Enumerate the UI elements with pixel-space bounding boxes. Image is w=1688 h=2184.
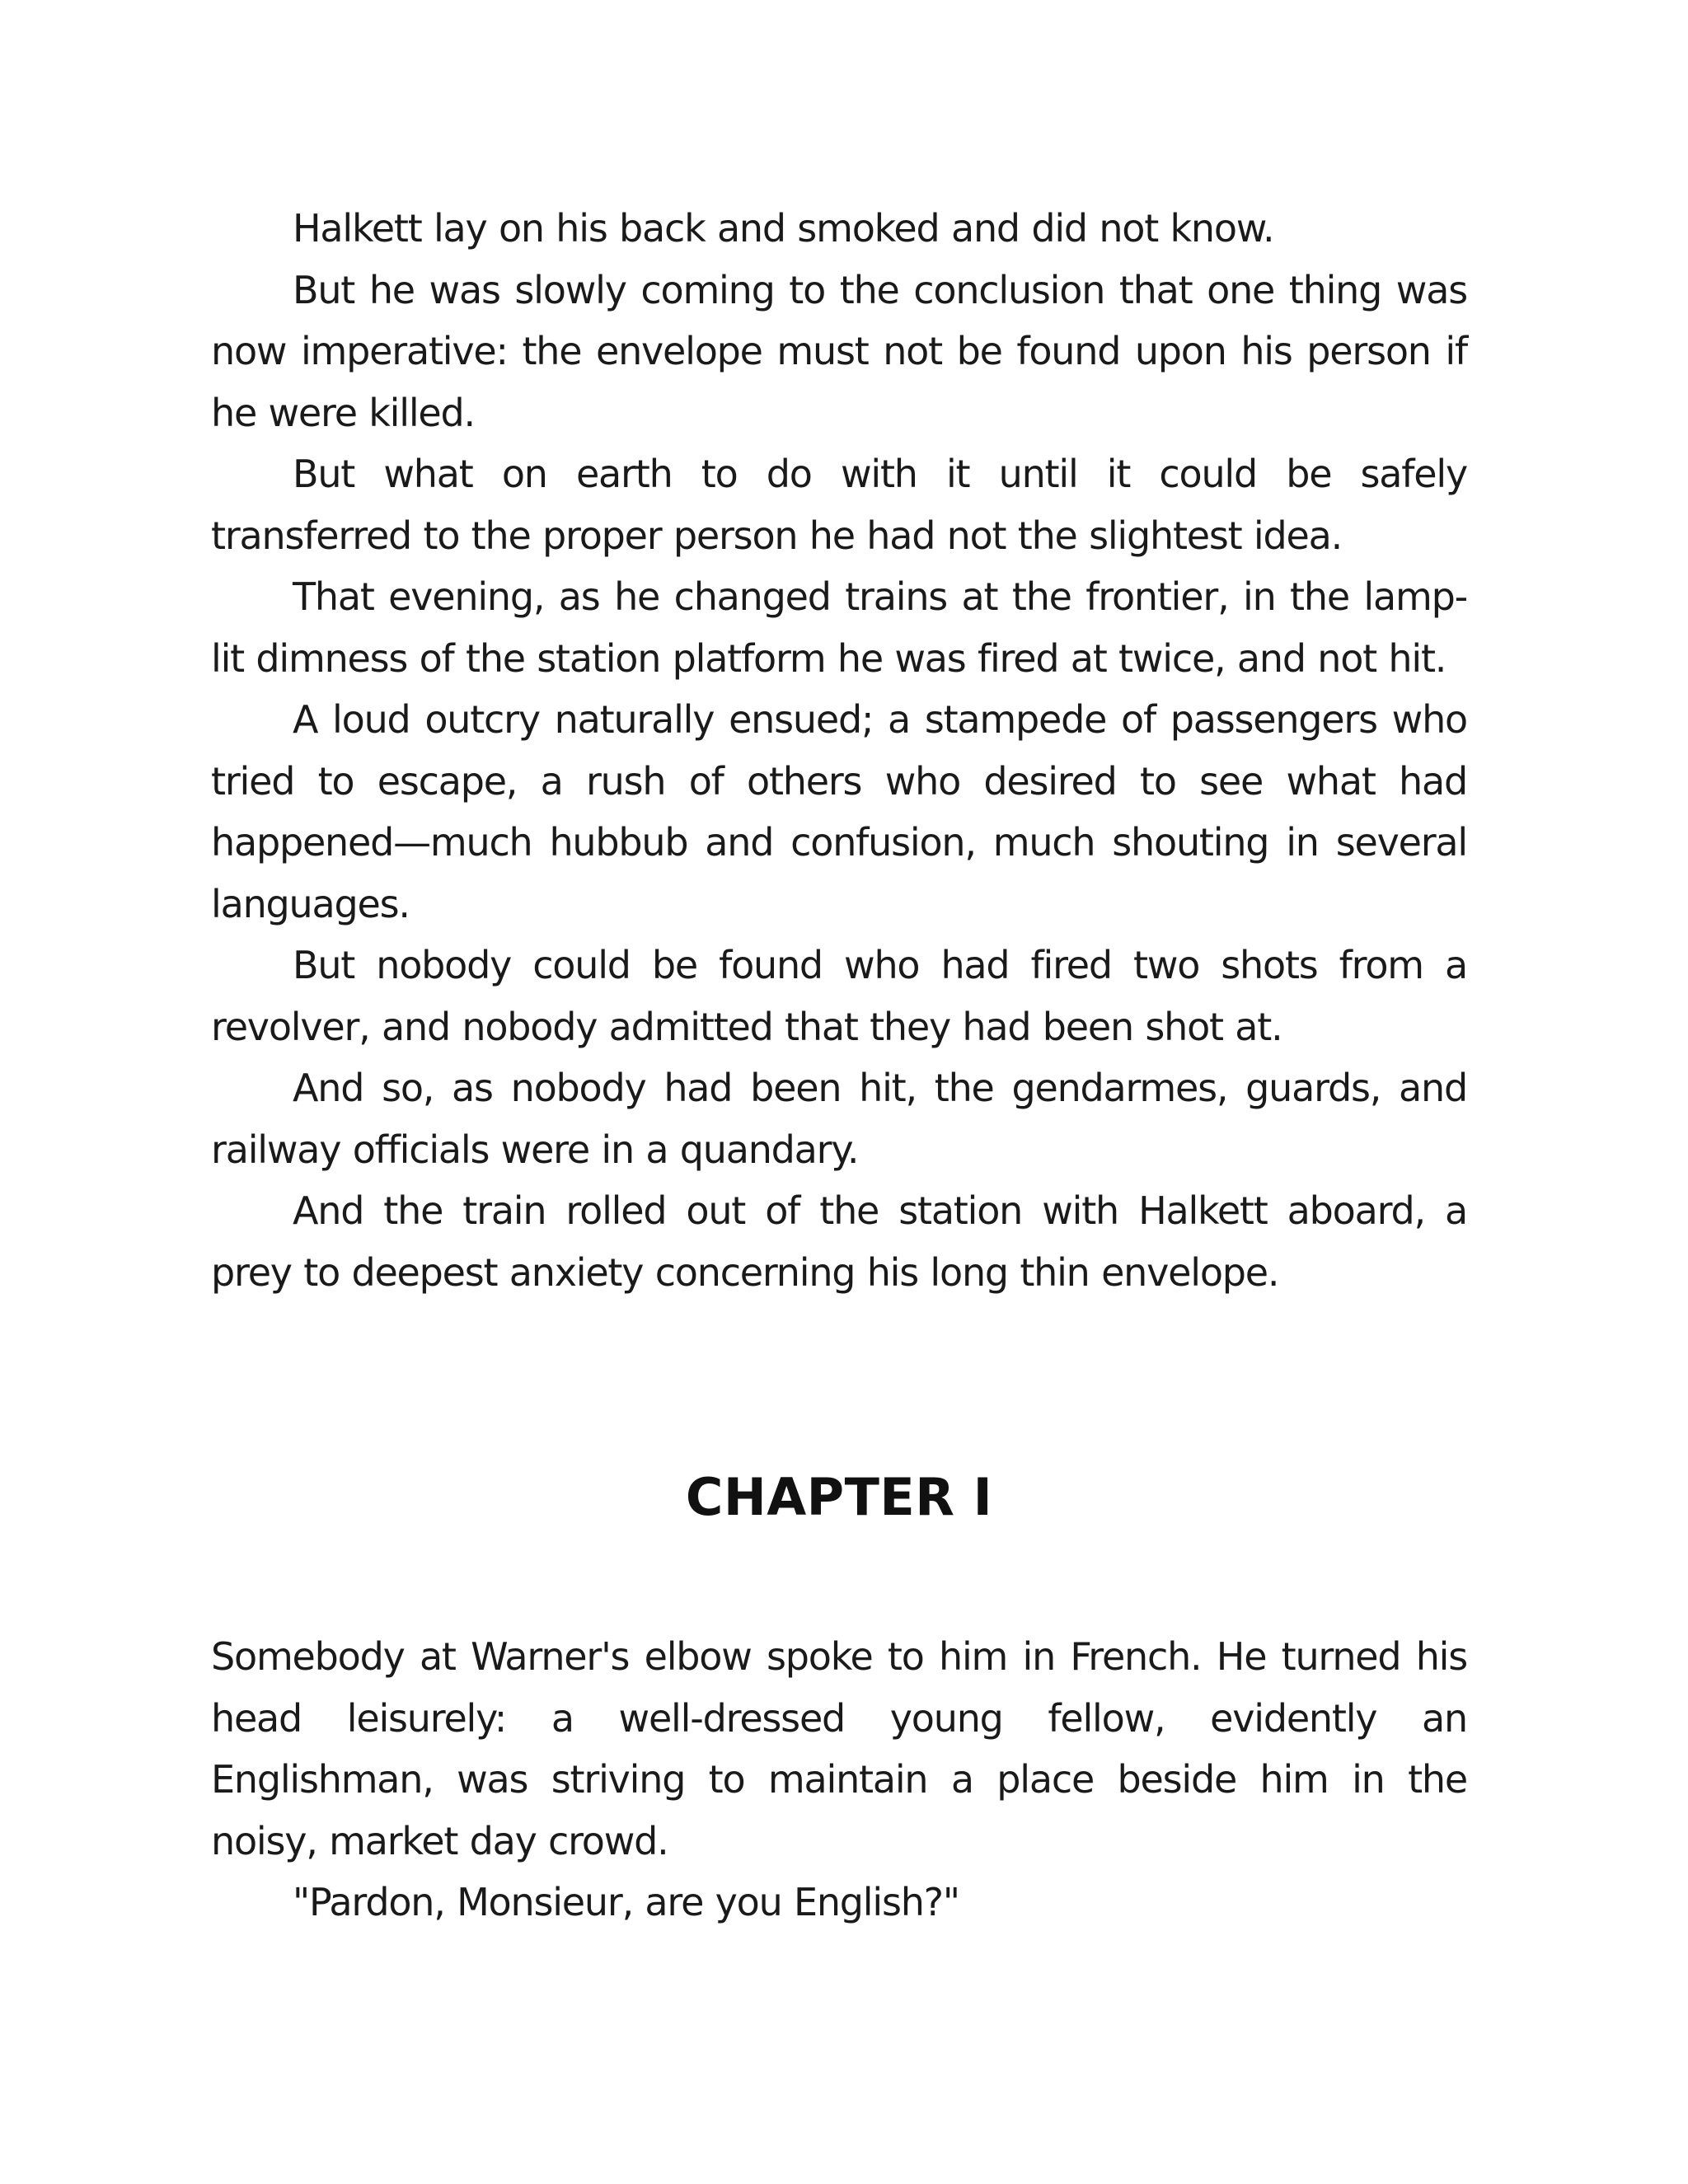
prior-section <box>211 198 1467 1303</box>
paragraph: A loud outcry naturally ensued; a stampede of passengers who tried to escape, a rush of others who desired to see what had happened—much hubbub and confusion, much shouting in several languages. <box>211 697 1467 926</box>
paragraph: "Pardon, Monsieur, are you English?" <box>293 1880 959 1924</box>
chapter-opening-paragraph: Somebody at Warner's elbow spoke to him in French. He turned his head leisurely: a well-dressed young fellow, evidently an Englishman, was striving to maintain a place beside him in the noisy, market day crowd. <box>211 1634 1467 1863</box>
document-page <box>211 198 1467 1933</box>
paragraph: And the train rolled out of the station with Halkett aboard, a prey to deepest anxiety concerning his long thin envelope. <box>211 1188 1467 1295</box>
paragraph: Halkett lay on his back and smoked and did not know. <box>293 206 1274 251</box>
paragraph: But nobody could be found who had fired two shots from a revolver, and nobody admitted that they had been shot at. <box>211 943 1467 1049</box>
chapter-title: CHAPTER I <box>685 1467 993 1527</box>
paragraph: But what on earth to do with it until it could be safely transferred to the proper person he had not the slightest idea. <box>211 452 1467 558</box>
paragraph: That evening, as he changed trains at the frontier, in the lamp-lit dimness of the station platform he was fired at twice, and not hit. <box>211 574 1467 681</box>
paragraph: And so, as nobody had been hit, the gendarmes, guards, and railway officials were in a quandary. <box>211 1066 1467 1172</box>
paragraph: But he was slowly coming to the conclusion that one thing was now imperative: the envelope must not be found upon his person if he were killed. <box>211 267 1467 435</box>
chapter-body <box>211 1626 1467 1933</box>
